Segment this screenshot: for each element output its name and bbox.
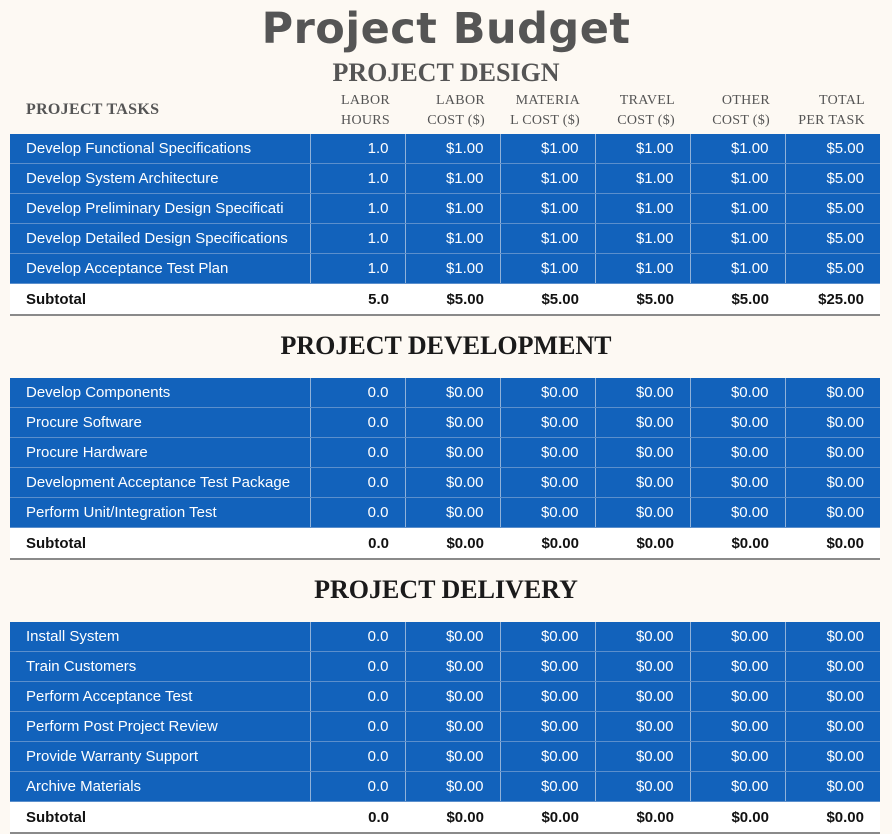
task-name-cell[interactable]: Train Customers (10, 652, 310, 682)
task-name-cell[interactable]: Procure Hardware (10, 438, 310, 468)
task-name-cell[interactable]: Develop Acceptance Test Plan (10, 254, 310, 284)
total-cell[interactable]: $5.00 (785, 134, 880, 164)
total-cell[interactable]: $0.00 (785, 438, 880, 468)
labor-cost-cell[interactable]: $1.00 (405, 224, 500, 254)
travel-cost-cell[interactable]: $0.00 (595, 438, 690, 468)
other-cost-cell[interactable]: $1.00 (690, 254, 785, 284)
section-title-delivery: PROJECT DELIVERY (314, 575, 578, 604)
task-name-cell[interactable]: Develop System Architecture (10, 164, 310, 194)
material-cost-cell[interactable]: $1.00 (500, 134, 595, 164)
material-cost-cell[interactable]: $1.00 (500, 254, 595, 284)
total-cell[interactable]: $0.00 (785, 378, 880, 408)
subtotal-label: Subtotal (10, 802, 310, 834)
labor-hours-cell[interactable]: 0.0 (310, 622, 405, 652)
material-cost-cell[interactable]: $0.00 (500, 468, 595, 498)
subtotal-labor-cost-cell: $5.00 (405, 284, 500, 316)
labor-hours-cell[interactable]: 1.0 (310, 194, 405, 224)
task-name-cell[interactable]: Develop Preliminary Design Specificati (10, 194, 310, 224)
column-header-total-per-task: TOTAL PER TASK (798, 93, 865, 128)
task-row (10, 622, 880, 652)
travel-cost-cell[interactable]: $0.00 (595, 468, 690, 498)
design-budget-table (10, 134, 880, 316)
other-cost-cell[interactable]: $0.00 (690, 682, 785, 712)
task-row (10, 194, 880, 224)
subtotal-labor-cost-cell: $0.00 (405, 802, 500, 834)
subtotal-material-cost-cell: $5.00 (500, 284, 595, 316)
material-cost-cell[interactable]: $0.00 (500, 772, 595, 802)
subtotal-other-cost-cell: $0.00 (690, 528, 785, 560)
labor-hours-cell[interactable]: 0.0 (310, 438, 405, 468)
labor-hours-cell[interactable]: 0.0 (310, 652, 405, 682)
total-cell[interactable]: $5.00 (785, 254, 880, 284)
labor-cost-cell[interactable]: $0.00 (405, 682, 500, 712)
task-name-cell[interactable]: Install System (10, 622, 310, 652)
labor-cost-cell[interactable]: $0.00 (405, 498, 500, 528)
labor-cost-cell[interactable]: $0.00 (405, 468, 500, 498)
material-cost-cell[interactable]: $0.00 (500, 652, 595, 682)
travel-cost-cell[interactable]: $1.00 (595, 194, 690, 224)
subtotal-travel-cost-cell: $5.00 (595, 284, 690, 316)
travel-cost-cell[interactable]: $1.00 (595, 254, 690, 284)
subtotal-total-cell: $0.00 (785, 802, 880, 834)
subtotal-other-cost-cell: $0.00 (690, 802, 785, 834)
material-cost-cell[interactable]: $0.00 (500, 498, 595, 528)
task-row (10, 378, 880, 408)
labor-hours-cell[interactable]: 1.0 (310, 224, 405, 254)
task-name-cell[interactable]: Procure Software (10, 408, 310, 438)
column-header-travel-cost: TRAVEL COST ($) (617, 93, 675, 128)
task-name-cell[interactable]: Develop Detailed Design Specifications (10, 224, 310, 254)
labor-cost-cell[interactable]: $0.00 (405, 438, 500, 468)
other-cost-cell[interactable]: $0.00 (690, 378, 785, 408)
labor-cost-cell[interactable]: $0.00 (405, 712, 500, 742)
subtotal-travel-cost-cell: $0.00 (595, 528, 690, 560)
labor-hours-cell[interactable]: 0.0 (310, 408, 405, 438)
other-cost-cell[interactable]: $0.00 (690, 468, 785, 498)
other-cost-cell[interactable]: $0.00 (690, 712, 785, 742)
total-cell[interactable]: $0.00 (785, 682, 880, 712)
other-cost-cell[interactable]: $1.00 (690, 164, 785, 194)
labor-cost-cell[interactable]: $0.00 (405, 742, 500, 772)
travel-cost-cell[interactable]: $0.00 (595, 378, 690, 408)
task-row (10, 742, 880, 772)
labor-cost-cell[interactable]: $0.00 (405, 652, 500, 682)
total-cell[interactable]: $0.00 (785, 652, 880, 682)
other-cost-cell[interactable]: $0.00 (690, 772, 785, 802)
material-cost-cell[interactable]: $0.00 (500, 408, 595, 438)
material-cost-cell[interactable]: $1.00 (500, 224, 595, 254)
task-row (10, 498, 880, 528)
subtotal-row (10, 802, 880, 834)
labor-cost-cell[interactable]: $0.00 (405, 378, 500, 408)
subtotal-travel-cost-cell: $0.00 (595, 802, 690, 834)
task-name-cell[interactable]: Develop Components (10, 378, 310, 408)
total-cell[interactable]: $0.00 (785, 498, 880, 528)
labor-cost-cell[interactable]: $0.00 (405, 622, 500, 652)
subtotal-labor-cost-cell: $0.00 (405, 528, 500, 560)
total-cell[interactable]: $5.00 (785, 194, 880, 224)
material-cost-cell[interactable]: $1.00 (500, 194, 595, 224)
task-row (10, 438, 880, 468)
task-name-cell[interactable]: Develop Functional Specifications (10, 134, 310, 164)
section-title-design: PROJECT DESIGN (332, 58, 560, 87)
labor-cost-cell[interactable]: $1.00 (405, 194, 500, 224)
travel-cost-cell[interactable]: $1.00 (595, 224, 690, 254)
other-cost-cell[interactable]: $0.00 (690, 408, 785, 438)
subtotal-row (10, 528, 880, 560)
task-name-cell[interactable]: Provide Warranty Support (10, 742, 310, 772)
total-cell[interactable]: $0.00 (785, 468, 880, 498)
labor-hours-cell[interactable]: 0.0 (310, 378, 405, 408)
subtotal-material-cost-cell: $0.00 (500, 528, 595, 560)
labor-hours-cell[interactable]: 1.0 (310, 134, 405, 164)
travel-cost-cell[interactable]: $0.00 (595, 408, 690, 438)
labor-hours-cell[interactable]: 0.0 (310, 498, 405, 528)
labor-cost-cell[interactable]: $1.00 (405, 254, 500, 284)
subtotal-other-cost-cell: $5.00 (690, 284, 785, 316)
material-cost-cell[interactable]: $0.00 (500, 682, 595, 712)
task-row (10, 254, 880, 284)
task-row (10, 134, 880, 164)
other-cost-cell[interactable]: $1.00 (690, 194, 785, 224)
total-cell[interactable]: $5.00 (785, 164, 880, 194)
task-row (10, 164, 880, 194)
material-cost-cell[interactable]: $0.00 (500, 712, 595, 742)
subtotal-label: Subtotal (10, 284, 310, 316)
travel-cost-cell[interactable]: $0.00 (595, 742, 690, 772)
labor-hours-cell[interactable]: 1.0 (310, 254, 405, 284)
column-header-labor-cost: LABOR COST ($) (427, 93, 485, 128)
labor-cost-cell[interactable]: $1.00 (405, 164, 500, 194)
total-cell[interactable]: $0.00 (785, 408, 880, 438)
labor-hours-cell[interactable]: 0.0 (310, 772, 405, 802)
task-name-cell[interactable]: Development Acceptance Test Package (10, 468, 310, 498)
travel-cost-cell[interactable]: $0.00 (595, 682, 690, 712)
other-cost-cell[interactable]: $0.00 (690, 622, 785, 652)
task-row (10, 224, 880, 254)
material-cost-cell[interactable]: $0.00 (500, 438, 595, 468)
other-cost-cell[interactable]: $0.00 (690, 438, 785, 468)
total-cell[interactable]: $0.00 (785, 742, 880, 772)
task-row (10, 468, 880, 498)
total-cell[interactable]: $0.00 (785, 712, 880, 742)
material-cost-cell[interactable]: $0.00 (500, 378, 595, 408)
other-cost-cell[interactable]: $0.00 (690, 742, 785, 772)
other-cost-cell[interactable]: $1.00 (690, 224, 785, 254)
subtotal-material-cost-cell: $0.00 (500, 802, 595, 834)
task-row (10, 408, 880, 438)
travel-cost-cell[interactable]: $0.00 (595, 772, 690, 802)
labor-hours-cell[interactable]: 0.0 (310, 712, 405, 742)
material-cost-cell[interactable]: $0.00 (500, 742, 595, 772)
total-cell[interactable]: $0.00 (785, 772, 880, 802)
task-row (10, 652, 880, 682)
task-row (10, 712, 880, 742)
travel-cost-cell[interactable]: $0.00 (595, 712, 690, 742)
labor-hours-cell[interactable]: 1.0 (310, 164, 405, 194)
task-name-cell[interactable]: Perform Unit/Integration Test (10, 498, 310, 528)
subtotal-labor-hours-cell: 5.0 (310, 284, 405, 316)
section-title-development: PROJECT DEVELOPMENT (280, 331, 612, 360)
subtotal-row (10, 284, 880, 316)
development-budget-table (10, 378, 880, 560)
task-row (10, 682, 880, 712)
travel-cost-cell[interactable]: $0.00 (595, 622, 690, 652)
total-cell[interactable]: $0.00 (785, 622, 880, 652)
total-cell[interactable]: $5.00 (785, 224, 880, 254)
travel-cost-cell[interactable]: $0.00 (595, 498, 690, 528)
other-cost-cell[interactable]: $0.00 (690, 498, 785, 528)
task-row (10, 772, 880, 802)
material-cost-cell[interactable]: $0.00 (500, 622, 595, 652)
delivery-budget-table (10, 622, 880, 834)
column-header-tasks: PROJECT TASKS (26, 101, 160, 118)
travel-cost-cell[interactable]: $1.00 (595, 164, 690, 194)
subtotal-labor-hours-cell: 0.0 (310, 528, 405, 560)
labor-cost-cell[interactable]: $1.00 (405, 134, 500, 164)
column-header-other-cost: OTHER COST ($) (712, 93, 770, 128)
travel-cost-cell[interactable]: $1.00 (595, 134, 690, 164)
subtotal-total-cell: $25.00 (785, 284, 880, 316)
labor-hours-cell[interactable]: 0.0 (310, 682, 405, 712)
subtotal-total-cell: $0.00 (785, 528, 880, 560)
task-name-cell[interactable]: Archive Materials (10, 772, 310, 802)
task-name-cell[interactable]: Perform Acceptance Test (10, 682, 310, 712)
material-cost-cell[interactable]: $1.00 (500, 164, 595, 194)
labor-hours-cell[interactable]: 0.0 (310, 742, 405, 772)
travel-cost-cell[interactable]: $0.00 (595, 652, 690, 682)
subtotal-label: Subtotal (10, 528, 310, 560)
labor-cost-cell[interactable]: $0.00 (405, 408, 500, 438)
column-header-labor-hours: LABOR HOURS (341, 93, 390, 128)
subtotal-labor-hours-cell: 0.0 (310, 802, 405, 834)
labor-hours-cell[interactable]: 0.0 (310, 468, 405, 498)
other-cost-cell[interactable]: $1.00 (690, 134, 785, 164)
task-name-cell[interactable]: Perform Post Project Review (10, 712, 310, 742)
page-title: Project Budget (261, 4, 631, 54)
column-header-material-cost: MATERIA L COST ($) (510, 93, 580, 128)
other-cost-cell[interactable]: $0.00 (690, 652, 785, 682)
labor-cost-cell[interactable]: $0.00 (405, 772, 500, 802)
